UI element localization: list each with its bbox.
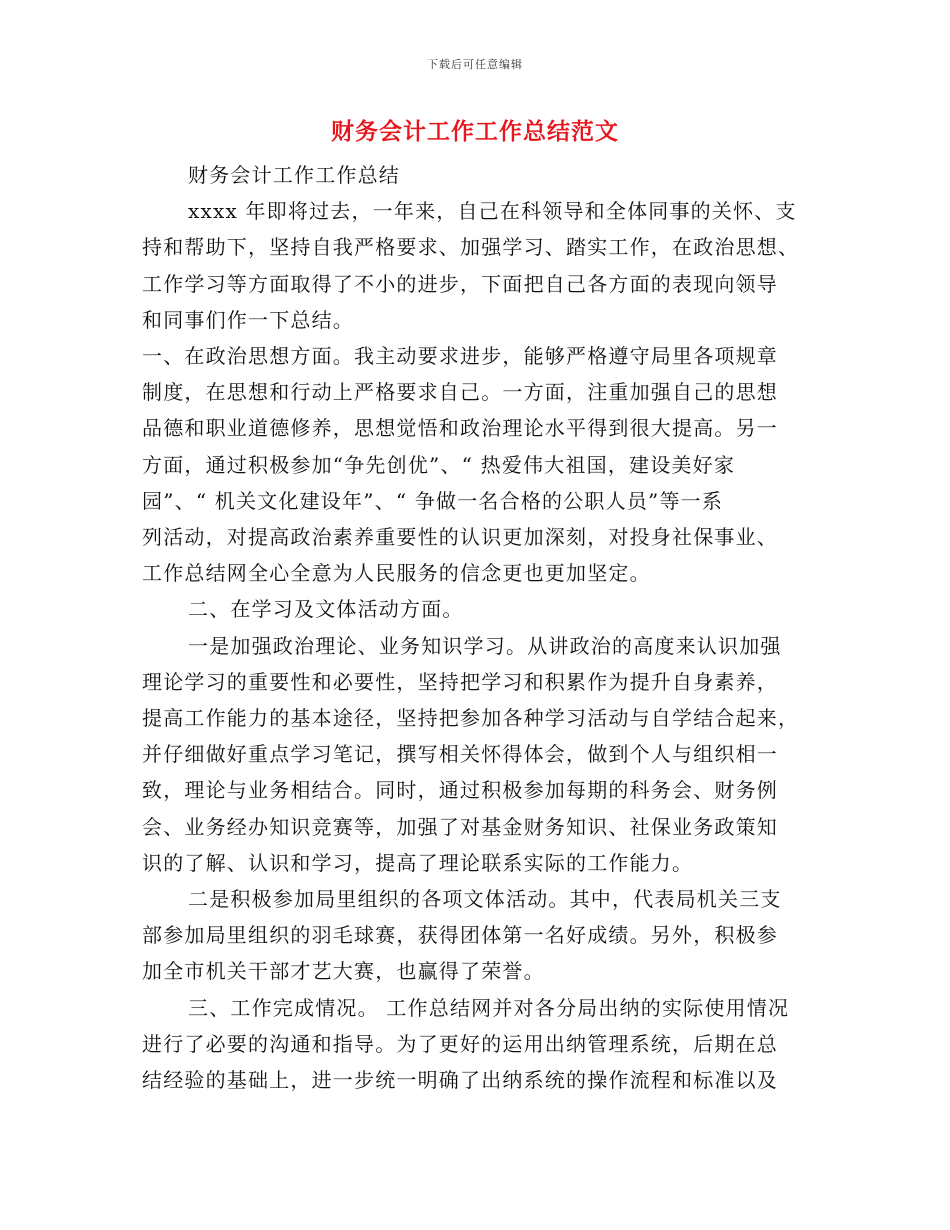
body-line: 园”、“ 机关文化建设年”、“ 争做一名合格的公职人员”等一系 xyxy=(142,488,724,513)
body-line: 加全市机关干部才艺大赛，也赢得了荣誉。 xyxy=(142,959,545,984)
body-line: 会、业务经办知识竞赛等，加强了对基金财务知识、社保业务政策知 xyxy=(142,814,778,839)
header-note: 下载后可任意编辑 xyxy=(427,58,523,71)
body-line: 财务会计工作工作总结 xyxy=(188,163,400,187)
body-line: 一是加强政治理论、业务知识学习。从讲政治的高度来认识加强 xyxy=(188,633,782,658)
document-title: 财务会计工作工作总结范文 xyxy=(331,118,619,145)
body-line: 二、在学习及文体活动方面。 xyxy=(188,597,464,622)
body-line: 结经验的基础上，进一步统一明确了出纳系统的操作流程和标准以及 xyxy=(142,1068,778,1092)
body-line: 二是积极参加局里组织的各项文体活动。其中，代表局机关三支 xyxy=(188,887,782,911)
body-line: 方面，通过积极参加“争先创优”、“ 热爱伟大祖国，建设美好家 xyxy=(142,452,736,477)
body-line: 进行了必要的沟通和指导。为了更好的运用出纳管理系统，后期在总 xyxy=(142,1031,778,1056)
body-line: 工作学习等方面取得了不小的进步，下面把自己各方面的表现向领导 xyxy=(142,271,778,296)
body-line: 一、在政治思想方面。我主动要求进步，能够严格遵守局里各项规章 xyxy=(142,344,778,368)
body-line: xxxx 年即将过去，一年来，自己在科领导和全体同事的关怀、支 xyxy=(188,199,797,224)
body-line: 三、工作完成情况。 工作总结网并对各分局出纳的实际使用情况 xyxy=(188,995,790,1020)
body-line: 提高工作能力的基本途径，坚持把参加各种学习活动与自学结合起来， xyxy=(142,706,800,730)
body-line: 和同事们作一下总结。 xyxy=(142,307,354,332)
body-line: 理论学习的重要性和必要性，坚持把学习和积累作为提升自身素养， xyxy=(142,669,778,694)
body-line: 并仔细做好重点学习笔记，撰写相关怀得体会，做到个人与组织相一 xyxy=(142,742,778,767)
body-line: 制度，在思想和行动上严格要求自己。一方面，注重加强自己的思想 xyxy=(142,380,778,405)
body-line: 持和帮助下，坚持自我严格要求、加强学习、踏实工作，在政治思想、 xyxy=(142,235,800,260)
body-line: 识的了解、认识和学习，提高了理论联系实际的工作能力。 xyxy=(142,850,694,875)
body-line: 致，理论与业务相结合。同时，通过积极参加每期的科务会、财务例 xyxy=(142,778,778,803)
body-line: 部参加局里组织的羽毛球赛，获得团体第一名好成绩。另外，积极参 xyxy=(142,923,778,948)
body-line: 品德和职业道德修养，思想觉悟和政治理论水平得到很大提高。另一 xyxy=(142,416,778,441)
body-line: 工作总结网全心全意为人民服务的信念更也更加坚定。 xyxy=(142,561,651,586)
body-line: 列活动，对提高政治素养重要性的认识更加深刻，对投身社保事业、 xyxy=(142,525,778,549)
